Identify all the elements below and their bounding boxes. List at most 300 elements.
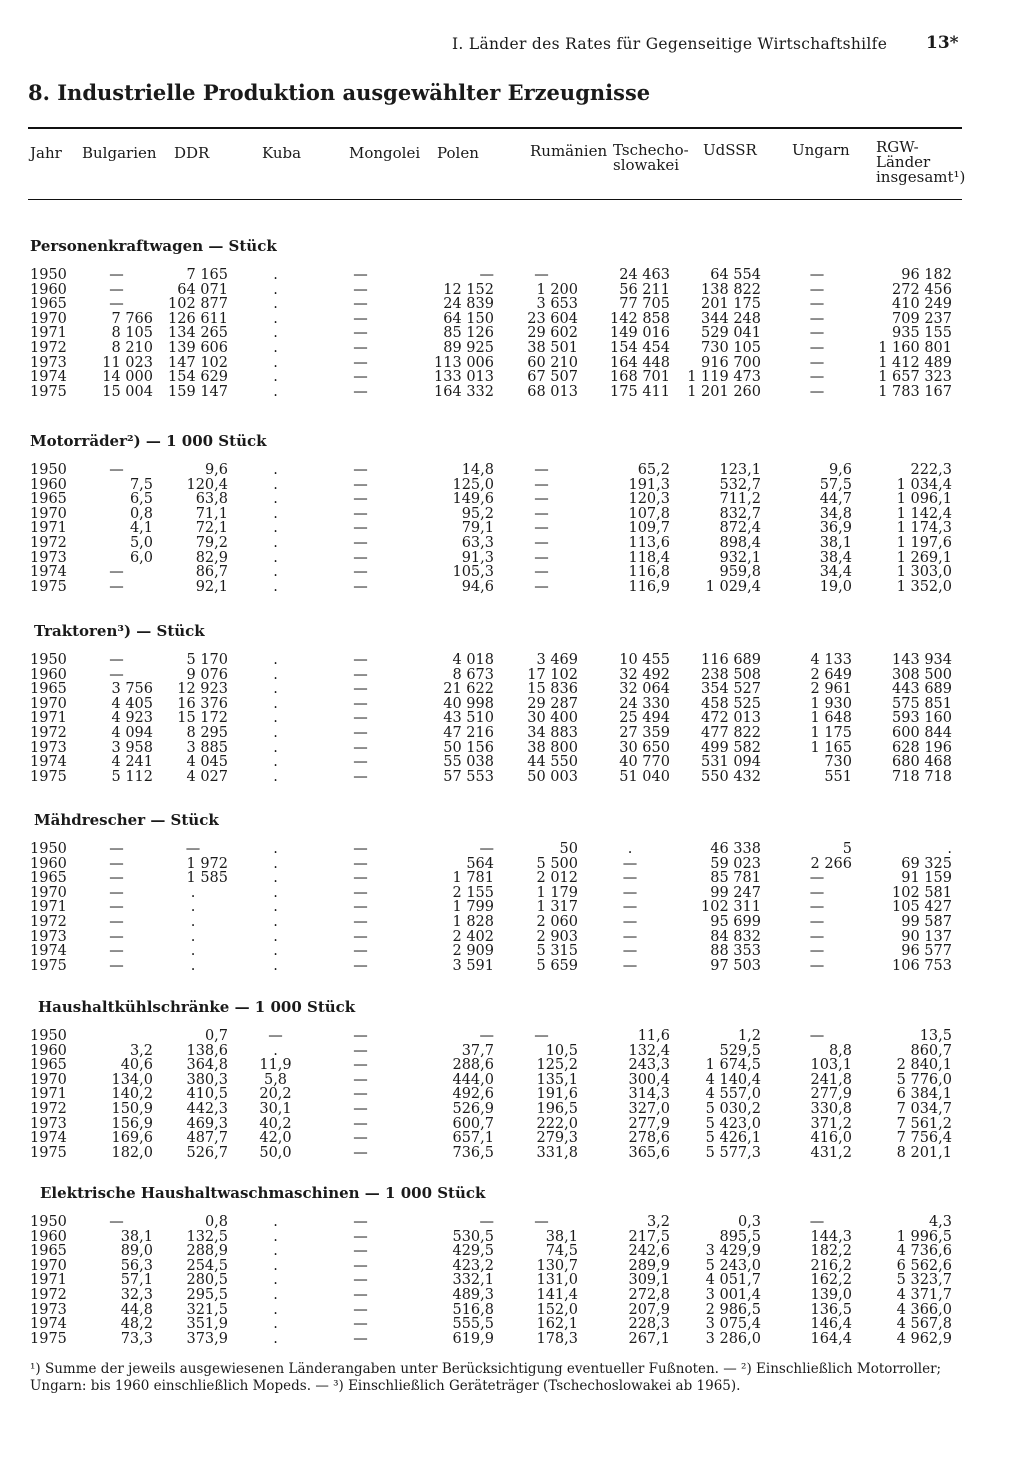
table-cell: 4 371,7 [896,1286,952,1303]
column-jahr [30,1029,70,1160]
table-cell: — [353,339,368,356]
table-cell: 1 412 489 [878,354,952,371]
table-cell: 872,4 [719,520,761,537]
table-cell: 331,8 [536,1144,578,1161]
row-year: 1960 [30,1228,67,1245]
column-bulgarien [80,1029,153,1160]
table-cell: 267,1 [628,1330,670,1347]
table-cell: 532,7 [719,476,761,493]
table-cell: — [809,1214,825,1230]
column-udssr [670,1215,761,1346]
table-cell: 4 366,0 [896,1301,952,1318]
table-cell: 1 996,5 [896,1228,952,1245]
column-rumaenien [505,1029,578,1160]
table-cell: 288,9 [186,1243,228,1260]
table-cell: 146,4 [810,1316,852,1333]
column-ungarn [782,653,852,784]
table-cell: — [534,520,549,537]
table-cell: 55 038 [443,754,494,771]
table-cell: 156,9 [111,1115,153,1132]
table-cell: 330,8 [810,1100,852,1117]
row-year: 1965 [30,1057,67,1074]
table-cell: . [273,841,278,857]
table-cell: 365,6 [628,1144,670,1161]
table-cell: 175 411 [610,383,670,400]
column-header-ungarn: Ungarn [792,141,850,159]
table-cell: 44 550 [527,754,578,771]
table-cell: 530,5 [452,1228,494,1245]
table-cell: — [353,534,368,551]
table-cell: 4 133 [810,652,852,668]
column-header-rgw-insgesamt: RGW- Länder insgesamt¹) [876,138,966,186]
table-cell: . [190,943,196,960]
table-cell: 1 648 [810,710,852,727]
table-cell: — [185,841,201,857]
table-cell: . [273,310,278,327]
table-cell: — [534,462,549,478]
table-cell: 37,7 [461,1042,494,1059]
table-cell: — [809,928,825,945]
table-cell: — [353,310,368,327]
table-cell: — [353,913,368,930]
table-cell: 140,2 [111,1086,153,1103]
table-cell: . [273,354,278,371]
table-cell: — [809,354,825,371]
table-cell: 134,0 [111,1071,153,1088]
table-cell: 487,7 [186,1130,228,1147]
table-cell: 300,4 [628,1071,670,1088]
table-cell: 314,3 [628,1086,670,1103]
table-cell: 657,1 [452,1130,494,1147]
table-cell: 1 781 [452,870,494,887]
table-cell: . [273,1214,278,1230]
row-year: 1972 [30,913,67,930]
table-cell: — [809,296,825,313]
table-cell: . [273,739,278,756]
table-cell: — [809,899,825,916]
row-year: 1972 [30,724,67,741]
table-cell: — [353,383,368,400]
column-tschechoslowakei [590,268,670,399]
table-cell: — [622,913,638,930]
table-cell: — [109,564,124,581]
table-cell: 130,7 [536,1257,578,1274]
table-cell: 133 013 [434,369,494,386]
table-cell: 116 689 [701,652,761,668]
table-cell: — [353,681,368,698]
table-cell: — [479,1028,494,1044]
table-cell: — [353,1028,368,1044]
table-cell: 47 216 [443,724,494,741]
table-cell: — [809,310,825,327]
table-cell: 207,9 [628,1301,670,1318]
column-header-kuba: Kuba [262,144,302,162]
table-cell: 34,4 [819,564,852,581]
table-cell: 2 961 [810,681,852,698]
table-cell: 32 492 [619,666,670,683]
table-cell: 162,1 [536,1316,578,1333]
table-cell: 5 500 [536,855,578,872]
table-cell: 550 432 [701,768,761,785]
table-cell: — [353,1228,368,1245]
table-cell: 9,6 [204,462,228,478]
table-cell: 102 311 [701,899,761,916]
table-cell: 99 247 [710,884,761,901]
table-cell: 4 140,4 [705,1071,761,1088]
table-cell: 1 352,0 [896,578,952,595]
table-cell: 1 828 [452,913,494,930]
table-cell: 11 023 [102,354,153,371]
table-cell: 13,5 [919,1028,952,1044]
table-cell: 46 338 [710,841,761,857]
table-cell: 1 799 [452,899,494,916]
table-cell: . [190,899,196,916]
table-cell: 7 034,7 [896,1100,952,1117]
table-cell: 30 650 [619,739,670,756]
table-cell: — [109,462,124,478]
table-cell: 2 903 [536,928,578,945]
table-cell: 131,0 [536,1272,578,1289]
table-cell: 458 525 [701,695,761,712]
table-cell: 1,2 [737,1028,761,1044]
table-cell: 1 783 167 [878,383,952,400]
table-cell: 113 006 [434,354,494,371]
table-cell: 125,2 [536,1057,578,1074]
table-cell: 20,2 [259,1086,292,1103]
table-cell: 50 156 [443,739,494,756]
table-cell: 295,5 [186,1286,228,1303]
table-cell: 6,5 [129,491,153,508]
table-cell: . [273,1243,278,1260]
row-year: 1973 [30,928,67,945]
table-cell: — [809,957,825,974]
table-cell: 272,8 [628,1286,670,1303]
table-cell: 3 653 [536,296,578,313]
table-cell: — [353,695,368,712]
table-cell: — [353,1316,368,1333]
column-header-tschechoslowakei: Tschecho- slowakei [613,141,689,174]
table-cell: 90 137 [901,928,952,945]
section-title: Haushaltkühlschränke — 1 000 Stück [38,998,356,1016]
table-cell: 309,1 [628,1272,670,1289]
table-cell: — [353,870,368,887]
row-year: 1973 [30,739,67,756]
table-cell: 74,5 [545,1243,578,1260]
column-tschechoslowakei [590,463,670,594]
table-cell: 29 602 [527,325,578,342]
table-cell: 3 958 [111,739,153,756]
column-mongolei [338,842,383,973]
table-cell: 344 248 [701,310,761,327]
table-cell: 71,1 [195,505,228,522]
table-cell: — [809,884,825,901]
table-cell: 57,1 [120,1272,153,1289]
table-cell: 88 353 [710,943,761,960]
table-cell: 136,5 [810,1301,852,1318]
column-rumaenien [505,653,578,784]
table-cell: 142 858 [610,310,670,327]
table-cell: . [273,369,278,386]
row-year: 1970 [30,505,67,522]
column-ddr [158,268,228,399]
table-cell: 126 611 [168,310,228,327]
table-cell: — [353,666,368,683]
column-header-udssr: UdSSR [703,141,757,159]
table-cell: 191,3 [628,476,670,493]
table-cell: — [353,476,368,493]
table-cell: — [353,325,368,342]
table-cell: — [534,476,549,493]
table-cell: 24 330 [619,695,670,712]
table-cell: — [534,267,549,283]
table-cell: 44,7 [819,491,852,508]
table-cell: 1 972 [186,855,228,872]
table-cell: 132,5 [186,1228,228,1245]
table-cell: 10 455 [619,652,670,668]
column-jahr [30,653,70,784]
table-cell: . [273,476,278,493]
table-cell: 351,9 [186,1316,228,1333]
table-cell: 472 013 [701,710,761,727]
table-cell: 327,0 [628,1100,670,1117]
table-cell: — [534,534,549,551]
table-cell: 85 781 [710,870,761,887]
table-cell: 64 071 [177,281,228,298]
row-year: 1973 [30,549,67,566]
table-cell: . [273,1301,278,1318]
column-bulgarien [80,842,153,973]
table-cell: . [273,710,278,727]
table-cell: 5 776,0 [896,1071,952,1088]
table-cell: 32,3 [120,1286,153,1303]
table-cell: 469,3 [186,1115,228,1132]
table-cell: 8,8 [828,1042,852,1059]
table-cell: 730 105 [701,339,761,356]
table-cell: 216,2 [810,1257,852,1274]
table-cell: 5 423,0 [705,1115,761,1132]
row-year: 1974 [30,564,67,581]
table-cell: 628 196 [892,739,952,756]
column-rgw-insgesamt [860,842,952,973]
row-year: 1971 [30,899,67,916]
table-cell: 144,3 [810,1228,852,1245]
table-cell: 516,8 [452,1301,494,1318]
table-cell: 34 883 [527,724,578,741]
table-cell: 16 376 [177,695,228,712]
section-title: Personenkraftwagen — Stück [30,237,277,255]
table-cell: — [353,928,368,945]
table-cell: 4 923 [111,710,153,727]
table-cell: 103,1 [810,1057,852,1074]
row-year: 1965 [30,681,67,698]
column-header-rumaenien: Rumänien [530,142,608,160]
row-year: 1971 [30,325,67,342]
table-cell: 1 657 323 [878,369,952,386]
column-polen [420,268,494,399]
table-cell: 2 266 [810,855,852,872]
column-kuba [248,268,303,399]
table-cell: — [268,1028,283,1044]
table-cell: 5 577,3 [705,1144,761,1161]
row-year: 1960 [30,476,67,493]
table-cell: 23 604 [527,310,578,327]
table-cell: — [353,1257,368,1274]
table-cell: 1 160 801 [878,339,952,356]
table-cell: 106 753 [892,957,952,974]
row-year: 1950 [30,841,67,857]
table-cell: 423,2 [452,1257,494,1274]
table-cell: 63,8 [195,491,228,508]
column-jahr [30,842,70,973]
table-cell: 4 027 [186,768,228,785]
table-cell: . [273,491,278,508]
table-cell: — [479,1214,494,1230]
table-cell: 138 822 [701,281,761,298]
table-cell: 222,0 [536,1115,578,1132]
table-cell: . [190,913,196,930]
table-cell: — [353,1071,368,1088]
table-cell: . [273,505,278,522]
table-cell: 120,4 [186,476,228,493]
table-cell: — [109,899,124,916]
table-cell: 139 606 [168,339,228,356]
table-cell: 51 040 [619,768,670,785]
row-year: 1973 [30,1115,67,1132]
row-year: 1974 [30,1316,67,1333]
table-cell: . [627,841,633,857]
row-year: 1950 [30,1214,67,1230]
section-title: Motorräder²) — 1 000 Stück [30,432,267,450]
table-cell: 2 060 [536,913,578,930]
table-cell: 5 323,7 [896,1272,952,1289]
column-ddr [158,1029,228,1160]
table-cell: 21 622 [443,681,494,698]
table-cell: 711,2 [719,491,761,508]
table-cell: 489,3 [452,1286,494,1303]
table-cell: . [273,666,278,683]
column-bulgarien [80,268,153,399]
table-cell: — [353,739,368,756]
table-cell: 279,3 [536,1130,578,1147]
column-ungarn [782,1215,852,1346]
table-cell: 4 962,9 [896,1330,952,1347]
column-udssr [670,1029,761,1160]
column-header-bulgarien: Bulgarien [82,144,157,162]
row-year: 1975 [30,578,67,595]
table-cell: — [353,354,368,371]
column-header-ddr: DDR [174,144,210,162]
table-cell: . [273,1228,278,1245]
table-cell: 178,3 [536,1330,578,1347]
table-cell: 40 770 [619,754,670,771]
table-cell: — [534,491,549,508]
row-year: 1972 [30,339,67,356]
table-cell: 600,7 [452,1115,494,1132]
table-cell: 529,5 [719,1042,761,1059]
table-cell: 68 013 [527,383,578,400]
table-cell: 91,3 [461,549,494,566]
table-cell: 5 315 [536,943,578,960]
table-cell: 332,1 [452,1272,494,1289]
table-cell: — [353,841,368,857]
row-year: 1960 [30,855,67,872]
header-top-rule [28,127,962,129]
table-cell: 196,5 [536,1100,578,1117]
column-polen [420,463,494,594]
table-cell: 5,0 [129,534,153,551]
table-cell: 277,9 [810,1086,852,1103]
column-ddr [158,842,228,973]
table-cell: 43 510 [443,710,494,727]
table-cell: 8 295 [186,724,228,741]
row-year: 1974 [30,369,67,386]
table-cell: 164 332 [434,383,494,400]
table-cell: 354 527 [701,681,761,698]
table-cell: 4 018 [452,652,494,668]
column-udssr [670,268,761,399]
table-cell: 48,2 [120,1316,153,1333]
table-cell: . [273,681,278,698]
table-cell: 289,9 [628,1257,670,1274]
table-cell: — [353,943,368,960]
column-mongolei [338,463,383,594]
table-cell: 2 649 [810,666,852,683]
table-cell: 96 182 [901,267,952,283]
column-udssr [670,463,761,594]
table-cell: 3,2 [129,1042,153,1059]
table-cell: 94,6 [461,578,494,595]
table-cell: 531 094 [701,754,761,771]
column-rumaenien [505,463,578,594]
table-cell: 1 034,4 [896,476,952,493]
column-bulgarien [80,653,153,784]
row-year: 1950 [30,462,67,478]
table-cell: — [109,296,124,313]
table-cell: — [353,1130,368,1147]
table-cell: . [947,841,952,857]
table-cell: 8 201,1 [896,1144,952,1161]
table-cell: . [273,549,278,566]
table-cell: — [109,870,124,887]
table-cell: 201 175 [701,296,761,313]
table-cell: 67 507 [527,369,578,386]
table-cell: 935 155 [892,325,952,342]
table-cell: 102 877 [168,296,228,313]
column-ungarn [782,1029,852,1160]
table-cell: 149,6 [452,491,494,508]
column-rumaenien [505,842,578,973]
table-cell: 118,4 [628,549,670,566]
table-cell: 24 463 [619,267,670,283]
column-polen [420,1029,494,1160]
header-bottom-rule [28,199,962,200]
table-cell: 5 243,0 [705,1257,761,1274]
column-mongolei [338,1215,383,1346]
table-cell: 1 175 [810,724,852,741]
column-bulgarien [80,1215,153,1346]
table-cell: 164,4 [810,1330,852,1347]
table-cell: 555,5 [452,1316,494,1333]
table-cell: 6 562,6 [896,1257,952,1274]
table-cell: — [479,267,494,283]
table-cell: 1 142,4 [896,505,952,522]
column-kuba [248,463,303,594]
table-cell: 32 064 [619,681,670,698]
row-year: 1950 [30,652,67,668]
row-year: 1970 [30,1071,67,1088]
table-cell: 0,7 [204,1028,228,1044]
table-cell: 3 469 [536,652,578,668]
